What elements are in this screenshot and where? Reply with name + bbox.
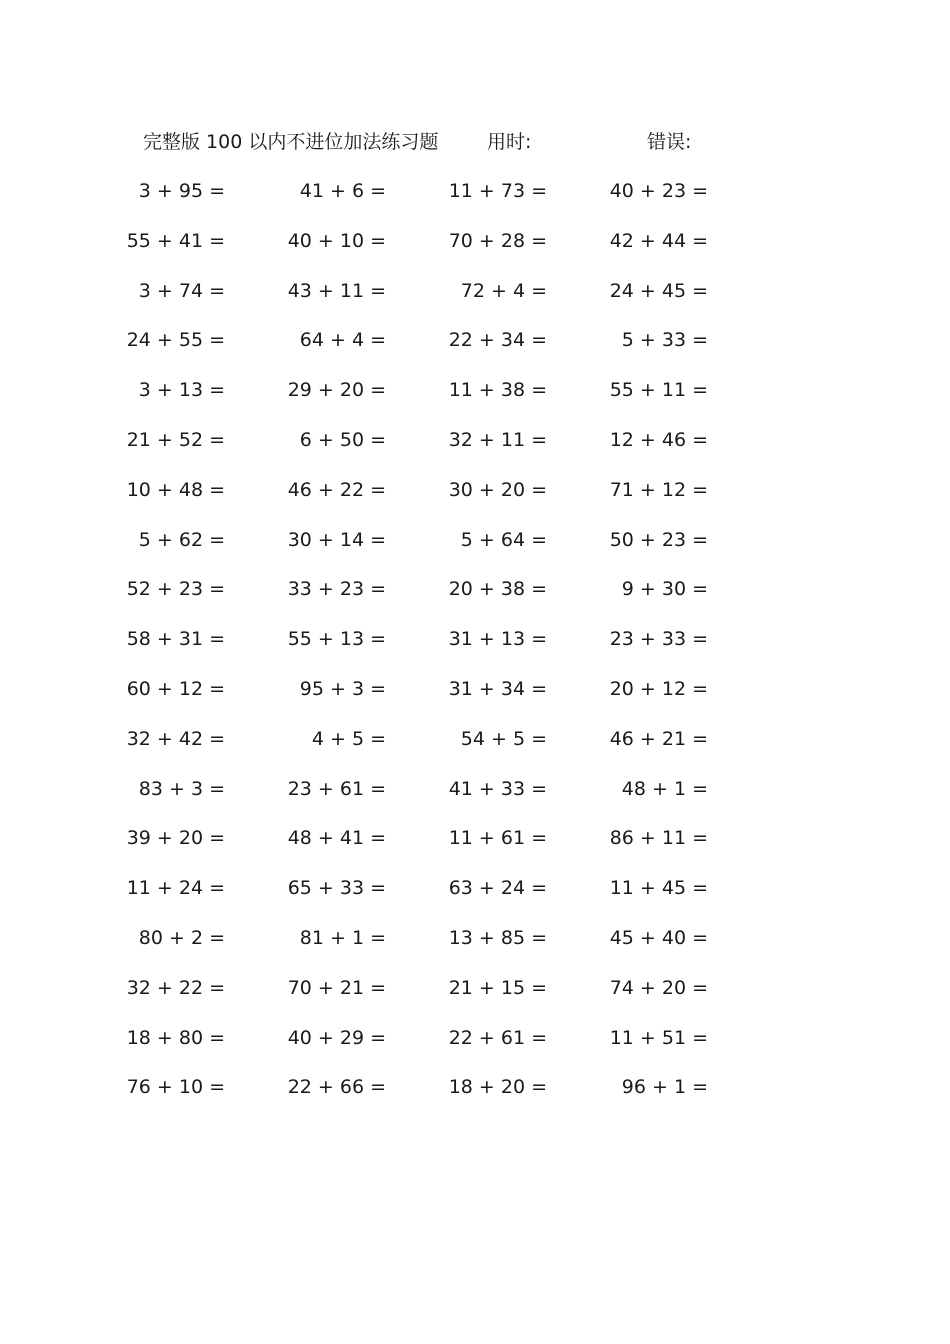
problem-item: 52 + 23 = <box>126 578 225 601</box>
problem-item: 64 + 4 = <box>299 329 386 352</box>
problem-row <box>0 274 950 324</box>
problem-item: 81 + 1 = <box>299 926 386 949</box>
problem-item: 32 + 11 = <box>448 428 547 451</box>
problem-item: 76 + 10 = <box>126 1076 225 1099</box>
problem-item: 30 + 20 = <box>448 478 547 501</box>
problem-item: 30 + 14 = <box>287 528 386 551</box>
problem-item: 71 + 12 = <box>609 478 708 501</box>
problem-item: 55 + 41 = <box>126 229 225 252</box>
problem-row <box>0 672 950 722</box>
problem-item: 55 + 13 = <box>287 628 386 651</box>
problem-item: 24 + 55 = <box>126 329 225 352</box>
problem-item: 5 + 33 = <box>621 329 708 352</box>
problem-item: 20 + 38 = <box>448 578 547 601</box>
problem-row <box>0 224 950 274</box>
problem-item: 22 + 61 = <box>448 1026 547 1049</box>
problem-item: 39 + 20 = <box>126 827 225 850</box>
problem-item: 50 + 23 = <box>609 528 708 551</box>
problem-item: 40 + 10 = <box>287 229 386 252</box>
problem-item: 70 + 28 = <box>448 229 547 252</box>
problem-item: 74 + 20 = <box>609 976 708 999</box>
worksheet-header <box>143 128 843 156</box>
problem-item: 32 + 22 = <box>126 976 225 999</box>
problem-row <box>0 722 950 772</box>
problem-item: 20 + 12 = <box>609 677 708 700</box>
problem-item: 42 + 44 = <box>609 229 708 252</box>
problem-item: 29 + 20 = <box>287 379 386 402</box>
problem-item: 96 + 1 = <box>621 1076 708 1099</box>
problem-row <box>0 622 950 672</box>
problem-item: 32 + 42 = <box>126 727 225 750</box>
problem-item: 23 + 61 = <box>287 777 386 800</box>
worksheet-title: 完整版 100 以内不进位加法练习题 <box>143 131 439 153</box>
problem-row <box>0 971 950 1021</box>
problem-item: 70 + 21 = <box>287 976 386 999</box>
problem-item: 13 + 85 = <box>448 926 547 949</box>
problem-row <box>0 871 950 921</box>
problem-item: 24 + 45 = <box>609 279 708 302</box>
problem-row <box>0 1021 950 1071</box>
problem-item: 11 + 38 = <box>448 379 547 402</box>
problem-item: 31 + 13 = <box>448 628 547 651</box>
problem-row <box>0 1070 950 1120</box>
problem-item: 5 + 62 = <box>138 528 225 551</box>
problem-item: 86 + 11 = <box>609 827 708 850</box>
problem-item: 12 + 46 = <box>609 428 708 451</box>
problem-row <box>0 772 950 822</box>
problem-row <box>0 174 950 224</box>
problem-item: 80 + 2 = <box>138 926 225 949</box>
error-label: 错误: <box>647 131 692 153</box>
problem-item: 22 + 34 = <box>448 329 547 352</box>
problem-item: 22 + 66 = <box>287 1076 386 1099</box>
problem-item: 11 + 24 = <box>126 877 225 900</box>
problem-item: 58 + 31 = <box>126 628 225 651</box>
problem-item: 3 + 13 = <box>138 379 225 402</box>
problem-item: 41 + 33 = <box>448 777 547 800</box>
problem-item: 6 + 50 = <box>299 428 386 451</box>
problem-item: 3 + 74 = <box>138 279 225 302</box>
problem-item: 31 + 34 = <box>448 677 547 700</box>
problem-item: 54 + 5 = <box>460 727 547 750</box>
problem-item: 11 + 51 = <box>609 1026 708 1049</box>
problem-row <box>0 523 950 573</box>
problem-item: 60 + 12 = <box>126 677 225 700</box>
problem-item: 40 + 29 = <box>287 1026 386 1049</box>
problem-item: 10 + 48 = <box>126 478 225 501</box>
problem-item: 41 + 6 = <box>299 180 386 202</box>
problem-row <box>0 423 950 473</box>
problem-item: 65 + 33 = <box>287 877 386 900</box>
problem-item: 11 + 73 = <box>448 180 547 202</box>
problem-item: 43 + 11 = <box>287 279 386 302</box>
problem-item: 40 + 23 = <box>609 180 708 202</box>
problem-item: 21 + 15 = <box>448 976 547 999</box>
problem-item: 48 + 41 = <box>287 827 386 850</box>
problem-row <box>0 373 950 423</box>
problem-row <box>0 921 950 971</box>
problem-item: 46 + 22 = <box>287 478 386 501</box>
problem-item: 95 + 3 = <box>299 677 386 700</box>
problem-item: 48 + 1 = <box>621 777 708 800</box>
problem-item: 63 + 24 = <box>448 877 547 900</box>
problem-item: 18 + 20 = <box>448 1076 547 1099</box>
problem-item: 3 + 95 = <box>138 180 225 202</box>
time-label: 用时: <box>487 131 532 153</box>
problem-item: 21 + 52 = <box>126 428 225 451</box>
problem-item: 5 + 64 = <box>460 528 547 551</box>
problem-item: 11 + 61 = <box>448 827 547 850</box>
problem-grid <box>0 174 950 1120</box>
problem-item: 11 + 45 = <box>609 877 708 900</box>
problem-item: 72 + 4 = <box>460 279 547 302</box>
problem-row <box>0 473 950 523</box>
problem-row <box>0 821 950 871</box>
problem-item: 18 + 80 = <box>126 1026 225 1049</box>
problem-row <box>0 323 950 373</box>
problem-item: 83 + 3 = <box>138 777 225 800</box>
problem-row <box>0 572 950 622</box>
problem-item: 23 + 33 = <box>609 628 708 651</box>
problem-item: 9 + 30 = <box>621 578 708 601</box>
problem-item: 45 + 40 = <box>609 926 708 949</box>
problem-item: 46 + 21 = <box>609 727 708 750</box>
problem-item: 4 + 5 = <box>311 727 386 750</box>
problem-item: 55 + 11 = <box>609 379 708 402</box>
problem-item: 33 + 23 = <box>287 578 386 601</box>
